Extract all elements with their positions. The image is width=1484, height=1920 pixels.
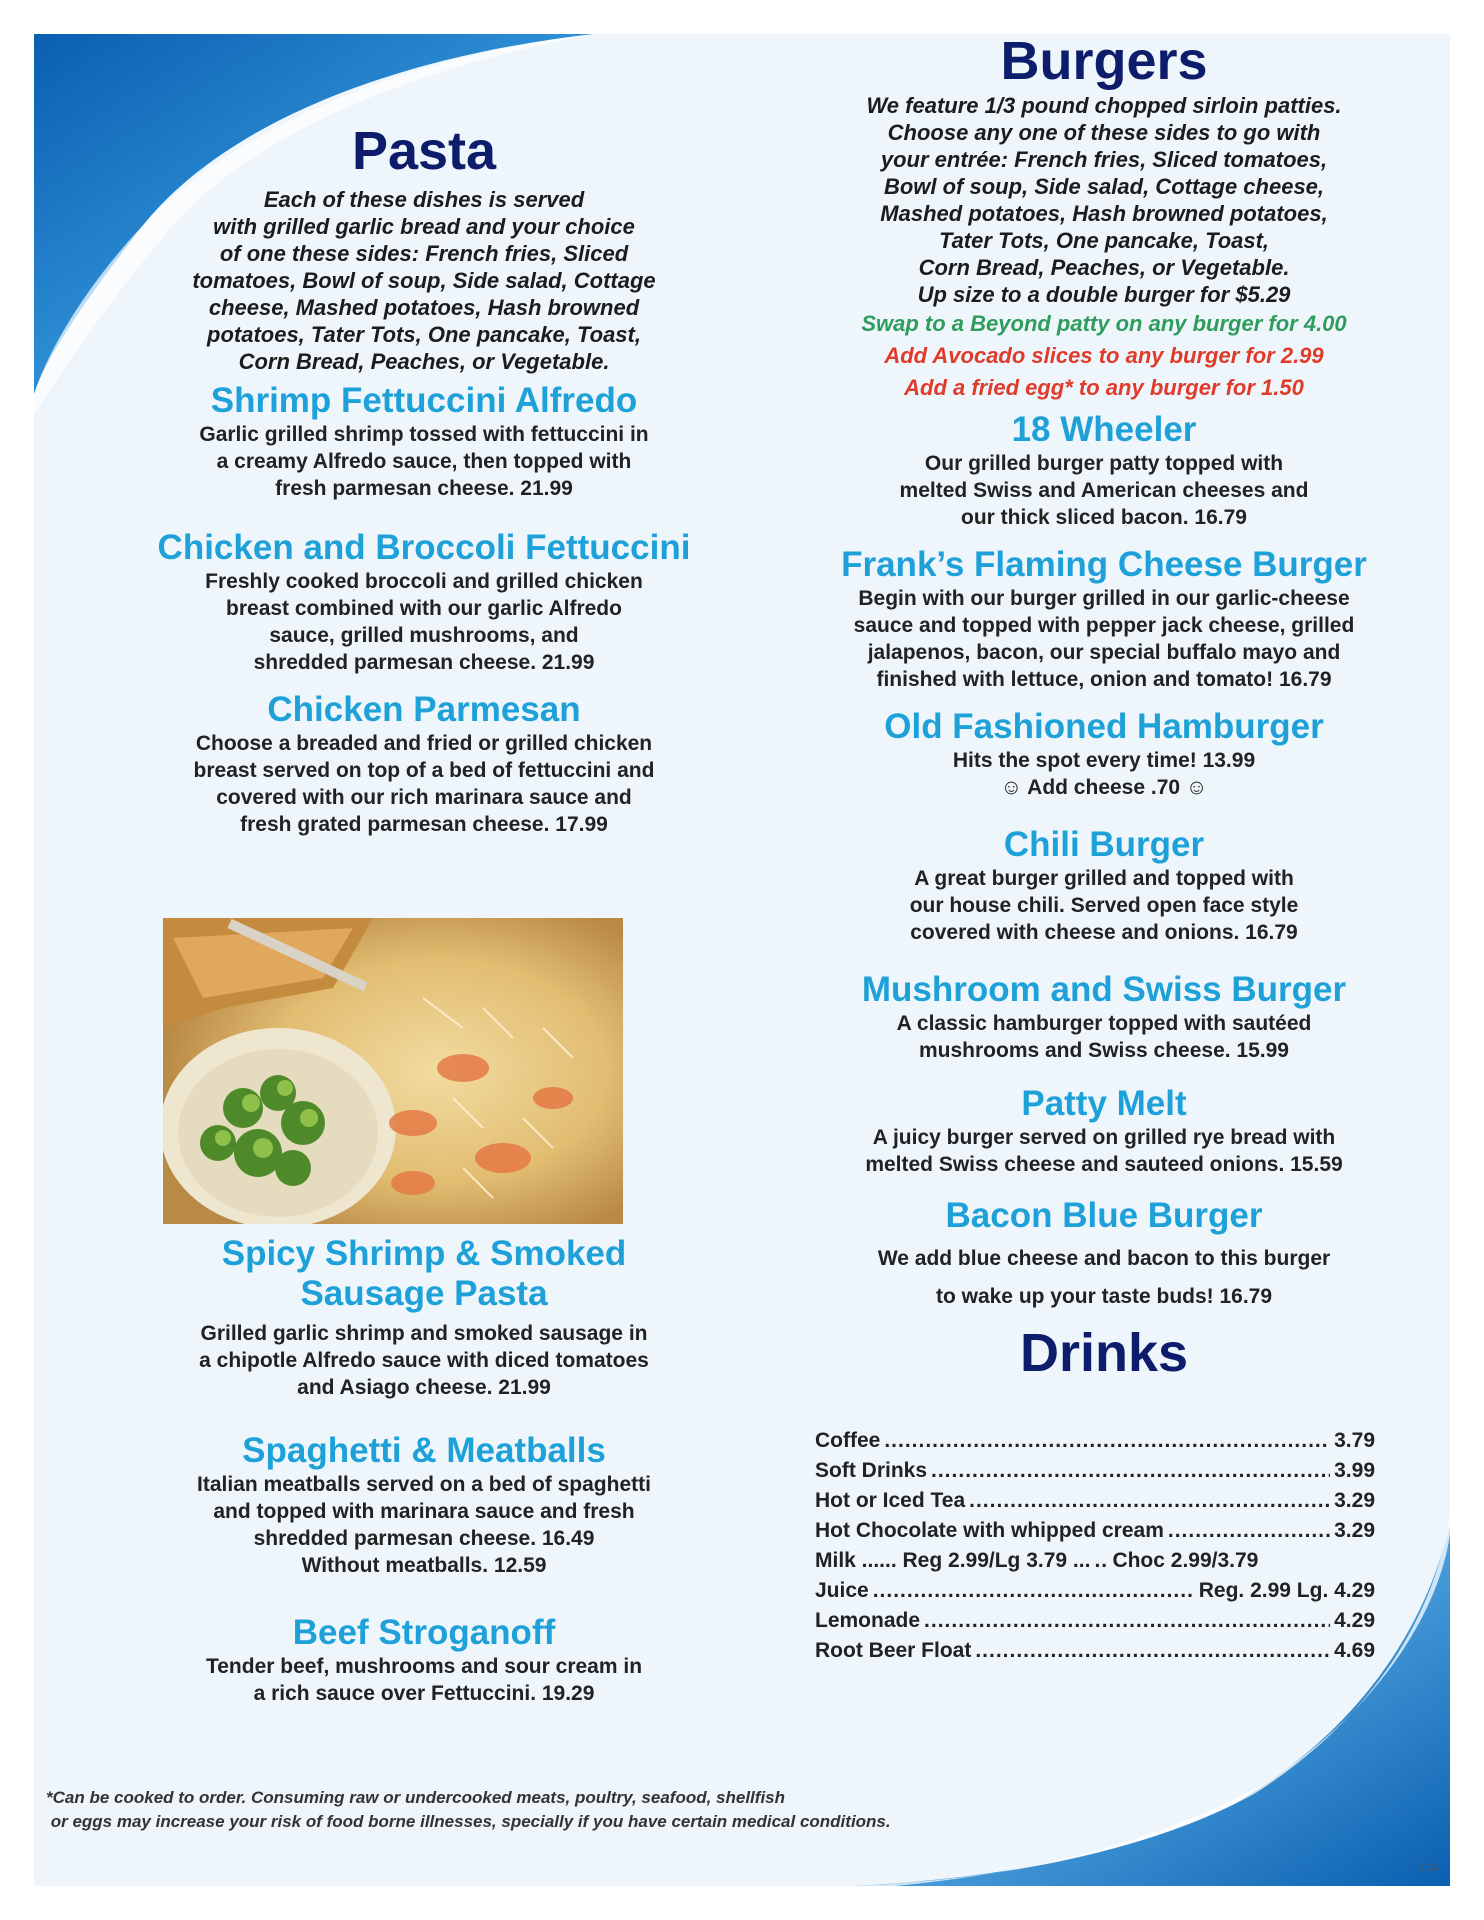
- item-title: Chicken Parmesan: [267, 690, 581, 729]
- item-description: Tender beef, mushrooms and sour cream in: [205, 1655, 643, 1678]
- item-title: Patty Melt: [1021, 1084, 1187, 1123]
- drink-price: 3.29: [1334, 1489, 1375, 1512]
- footnote-line: *Can be cooked to order. Consuming raw or undercooked meats, poultry, seafood, shellfish: [46, 1788, 786, 1807]
- pasta-intro-line: of one these sides: French fries, Sliced: [219, 241, 629, 266]
- item-description: fresh parmesan cheese. 21.99: [275, 477, 573, 500]
- drink-name: Coffee: [815, 1429, 881, 1452]
- drink-row: [815, 1639, 1375, 1669]
- leader-dots: [1094, 1549, 1108, 1573]
- menu-item-mushroom-swiss-burger: [784, 970, 1424, 1064]
- leader-dots: [884, 1429, 1330, 1453]
- burgers-intro-line: Bowl of soup, Side salad, Cottage cheese,: [883, 174, 1325, 199]
- item-description: sauce, grilled mushrooms, and: [269, 624, 579, 647]
- drink-price: 3.29: [1334, 1519, 1375, 1542]
- leader-dots: [969, 1489, 1330, 1513]
- drink-row: [815, 1429, 1375, 1459]
- menu-item-beef-stroganoff: [94, 1613, 754, 1707]
- drink-name: Milk ...... Reg 2.99/Lg 3.79 ...: [815, 1549, 1091, 1572]
- leader-dots: [924, 1609, 1330, 1633]
- item-description: Grilled garlic shrimp and smoked sausage in: [200, 1322, 648, 1345]
- drink-name: Juice: [815, 1579, 869, 1602]
- leader-dots: [931, 1459, 1330, 1483]
- item-description: A classic hamburger topped with sautéed: [896, 1012, 1312, 1035]
- pasta-dish-photo: [163, 918, 623, 1224]
- item-description: finished with lettuce, onion and tomato! 16.79: [876, 668, 1332, 691]
- burgers-intro-line: your entrée: French fries, Sliced tomatoes,: [880, 147, 1328, 172]
- drink-row: [815, 1609, 1375, 1639]
- menu-item-18-wheeler: [784, 410, 1424, 531]
- drink-row: [815, 1489, 1375, 1519]
- drink-row: [815, 1579, 1375, 1609]
- item-description: Hits the spot every time! 13.99: [952, 749, 1256, 772]
- item-description: breast combined with our garlic Alfredo: [226, 597, 622, 620]
- item-description: ☺ Add cheese .70 ☺: [1000, 776, 1208, 799]
- burgers-intro-line: Up size to a double burger for $5.29: [917, 282, 1291, 307]
- item-description: a chipotle Alfredo sauce with diced tomatoes: [199, 1349, 649, 1372]
- item-description: Our grilled burger patty topped with: [924, 452, 1284, 475]
- item-title: 18 Wheeler: [1011, 410, 1197, 449]
- drink-name: Hot Chocolate with whipped cream: [815, 1519, 1164, 1542]
- pasta-intro-line: Each of these dishes is served: [263, 187, 585, 212]
- item-description: jalapenos, bacon, our special buffalo mayo and: [867, 641, 1341, 664]
- drink-row: [815, 1459, 1375, 1489]
- item-title: Chicken and Broccoli Fettuccini: [157, 528, 691, 567]
- burgers-heading: Burgers: [1000, 34, 1208, 91]
- pasta-intro-line: potatoes, Tater Tots, One pancake, Toast,: [207, 322, 641, 347]
- item-title: Beef Stroganoff: [292, 1613, 556, 1652]
- item-title: Spicy Shrimp & Smoked: [221, 1234, 627, 1273]
- food-safety-footnote: [46, 1786, 1146, 1834]
- burgers-section: [784, 34, 1424, 1383]
- drink-price: 3.79: [1334, 1429, 1375, 1452]
- avocado-addon: Add Avocado slices to any burger for 2.99: [884, 343, 1324, 368]
- burgers-intro-line: Tater Tots, One pancake, Toast,: [938, 228, 1270, 253]
- pasta-intro: [94, 186, 754, 375]
- pasta-intro-line: cheese, Mashed potatoes, Hash browned: [208, 295, 640, 320]
- item-description: shredded parmesan cheese. 21.99: [253, 651, 595, 674]
- item-title: Chili Burger: [1003, 825, 1205, 864]
- item-description: mushrooms and Swiss cheese. 15.99: [918, 1039, 1289, 1062]
- menu-item-chicken-parmesan: [94, 690, 754, 838]
- version-number: 1.24: [1418, 1862, 1440, 1874]
- burgers-intro: [784, 92, 1424, 308]
- item-description: fresh grated parmesan cheese. 17.99: [240, 813, 608, 836]
- leader-dots: [873, 1579, 1195, 1603]
- item-description: shredded parmesan cheese. 16.49: [253, 1527, 595, 1550]
- leader-dots: [975, 1639, 1330, 1663]
- drink-name: Root Beer Float: [815, 1639, 972, 1662]
- burgers-intro-line: Mashed potatoes, Hash browned potatoes,: [880, 201, 1328, 226]
- pasta-heading: Pasta: [351, 121, 497, 181]
- item-title: Frank’s Flaming Cheese Burger: [841, 545, 1367, 584]
- item-title: Bacon Blue Burger: [945, 1196, 1263, 1235]
- item-description: covered with our rich marinara sauce and: [216, 786, 632, 809]
- drink-name: Soft Drinks: [815, 1459, 928, 1482]
- item-description: our thick sliced bacon. 16.79: [961, 506, 1247, 529]
- menu-item-shrimp-fettuccini: [94, 381, 754, 502]
- item-title: Mushroom and Swiss Burger: [861, 970, 1347, 1009]
- item-title: Shrimp Fettuccini Alfredo: [210, 381, 638, 420]
- drink-name: Hot or Iced Tea: [815, 1489, 966, 1512]
- pasta-section: [94, 121, 754, 838]
- item-description: to wake up your taste buds! 16.79: [935, 1285, 1273, 1308]
- item-description: Garlic grilled shrimp tossed with fettuccini in: [199, 423, 649, 446]
- item-description: A great burger grilled and topped with: [914, 867, 1294, 890]
- burgers-intro-line: We feature 1/3 pound chopped sirloin patties.: [866, 93, 1342, 118]
- drinks-heading: Drinks: [1019, 1323, 1189, 1383]
- item-description: melted Swiss and American cheeses and: [899, 479, 1309, 502]
- beyond-patty-addon: Swap to a Beyond patty on any burger for 4.00: [861, 311, 1347, 336]
- item-title: Old Fashioned Hamburger: [884, 707, 1324, 746]
- item-description: Italian meatballs served on a bed of spaghetti: [197, 1473, 651, 1496]
- menu-item-chili-burger: [784, 825, 1424, 946]
- menu-item-spicy-shrimp-sausage: [94, 1234, 754, 1401]
- drink-row: [815, 1549, 1375, 1579]
- drinks-list: [815, 1429, 1375, 1669]
- leader-dots: [1168, 1519, 1330, 1543]
- item-description: Choose a breaded and fried or grilled chicken: [195, 732, 653, 755]
- footnote-line: or eggs may increase your risk of food borne illnesses, specially if you have certain medical conditions.: [46, 1812, 891, 1831]
- drink-price: Choc 2.99/3.79: [1112, 1549, 1259, 1572]
- pasta-intro-line: Corn Bread, Peaches, or Vegetable.: [238, 349, 610, 374]
- fried-egg-addon: Add a fried egg* to any burger for 1.50: [904, 375, 1304, 400]
- menu-page: [34, 34, 1450, 1886]
- menu-item-franks-flaming-cheese-burger: [784, 545, 1424, 693]
- drink-price: 3.99: [1334, 1459, 1375, 1482]
- burgers-intro-line: Corn Bread, Peaches, or Vegetable.: [918, 255, 1290, 280]
- item-title: Spaghetti & Meatballs: [242, 1431, 606, 1470]
- item-description: Begin with our burger grilled in our garlic-cheese: [858, 587, 1350, 610]
- pasta-section-continued: [94, 1234, 754, 1707]
- item-description: sauce and topped with pepper jack cheese, grilled: [853, 614, 1355, 637]
- menu-item-old-fashioned-hamburger: [784, 707, 1424, 801]
- menu-item-spaghetti-meatballs: [94, 1431, 754, 1579]
- menu-item-bacon-blue-burger: [784, 1196, 1424, 1316]
- item-description: and Asiago cheese. 21.99: [297, 1376, 551, 1399]
- item-description: A juicy burger served on grilled rye bread with: [872, 1126, 1336, 1149]
- drink-price: Reg. 2.99 Lg. 4.29: [1198, 1579, 1375, 1602]
- item-description: a rich sauce over Fettuccini. 19.29: [253, 1682, 595, 1705]
- pasta-intro-line: with grilled garlic bread and your choice: [213, 214, 635, 239]
- item-description: and topped with marinara sauce and fresh: [213, 1500, 635, 1523]
- menu-item-chicken-broccoli-fettuccini: [94, 528, 754, 676]
- item-description: a creamy Alfredo sauce, then topped with: [216, 450, 632, 473]
- item-description: Freshly cooked broccoli and grilled chicken: [205, 570, 643, 593]
- item-description: We add blue cheese and bacon to this burger: [877, 1247, 1331, 1270]
- item-title: Sausage Pasta: [300, 1274, 548, 1313]
- item-description: breast served on top of a bed of fettuccini and: [193, 759, 655, 782]
- menu-item-patty-melt: [784, 1084, 1424, 1178]
- item-description: Without meatballs. 12.59: [301, 1554, 547, 1577]
- drink-price: 4.29: [1334, 1609, 1375, 1632]
- drink-price: 4.69: [1334, 1639, 1375, 1662]
- item-description: our house chili. Served open face style: [909, 894, 1299, 917]
- item-description: covered with cheese and onions. 16.79: [910, 921, 1298, 944]
- item-description: melted Swiss cheese and sauteed onions. 15.59: [865, 1153, 1343, 1176]
- drink-name: Lemonade: [815, 1609, 921, 1632]
- pasta-intro-line: tomatoes, Bowl of soup, Side salad, Cottage: [192, 268, 656, 293]
- drink-row: [815, 1519, 1375, 1549]
- burgers-intro-line: Choose any one of these sides to go with: [887, 120, 1321, 145]
